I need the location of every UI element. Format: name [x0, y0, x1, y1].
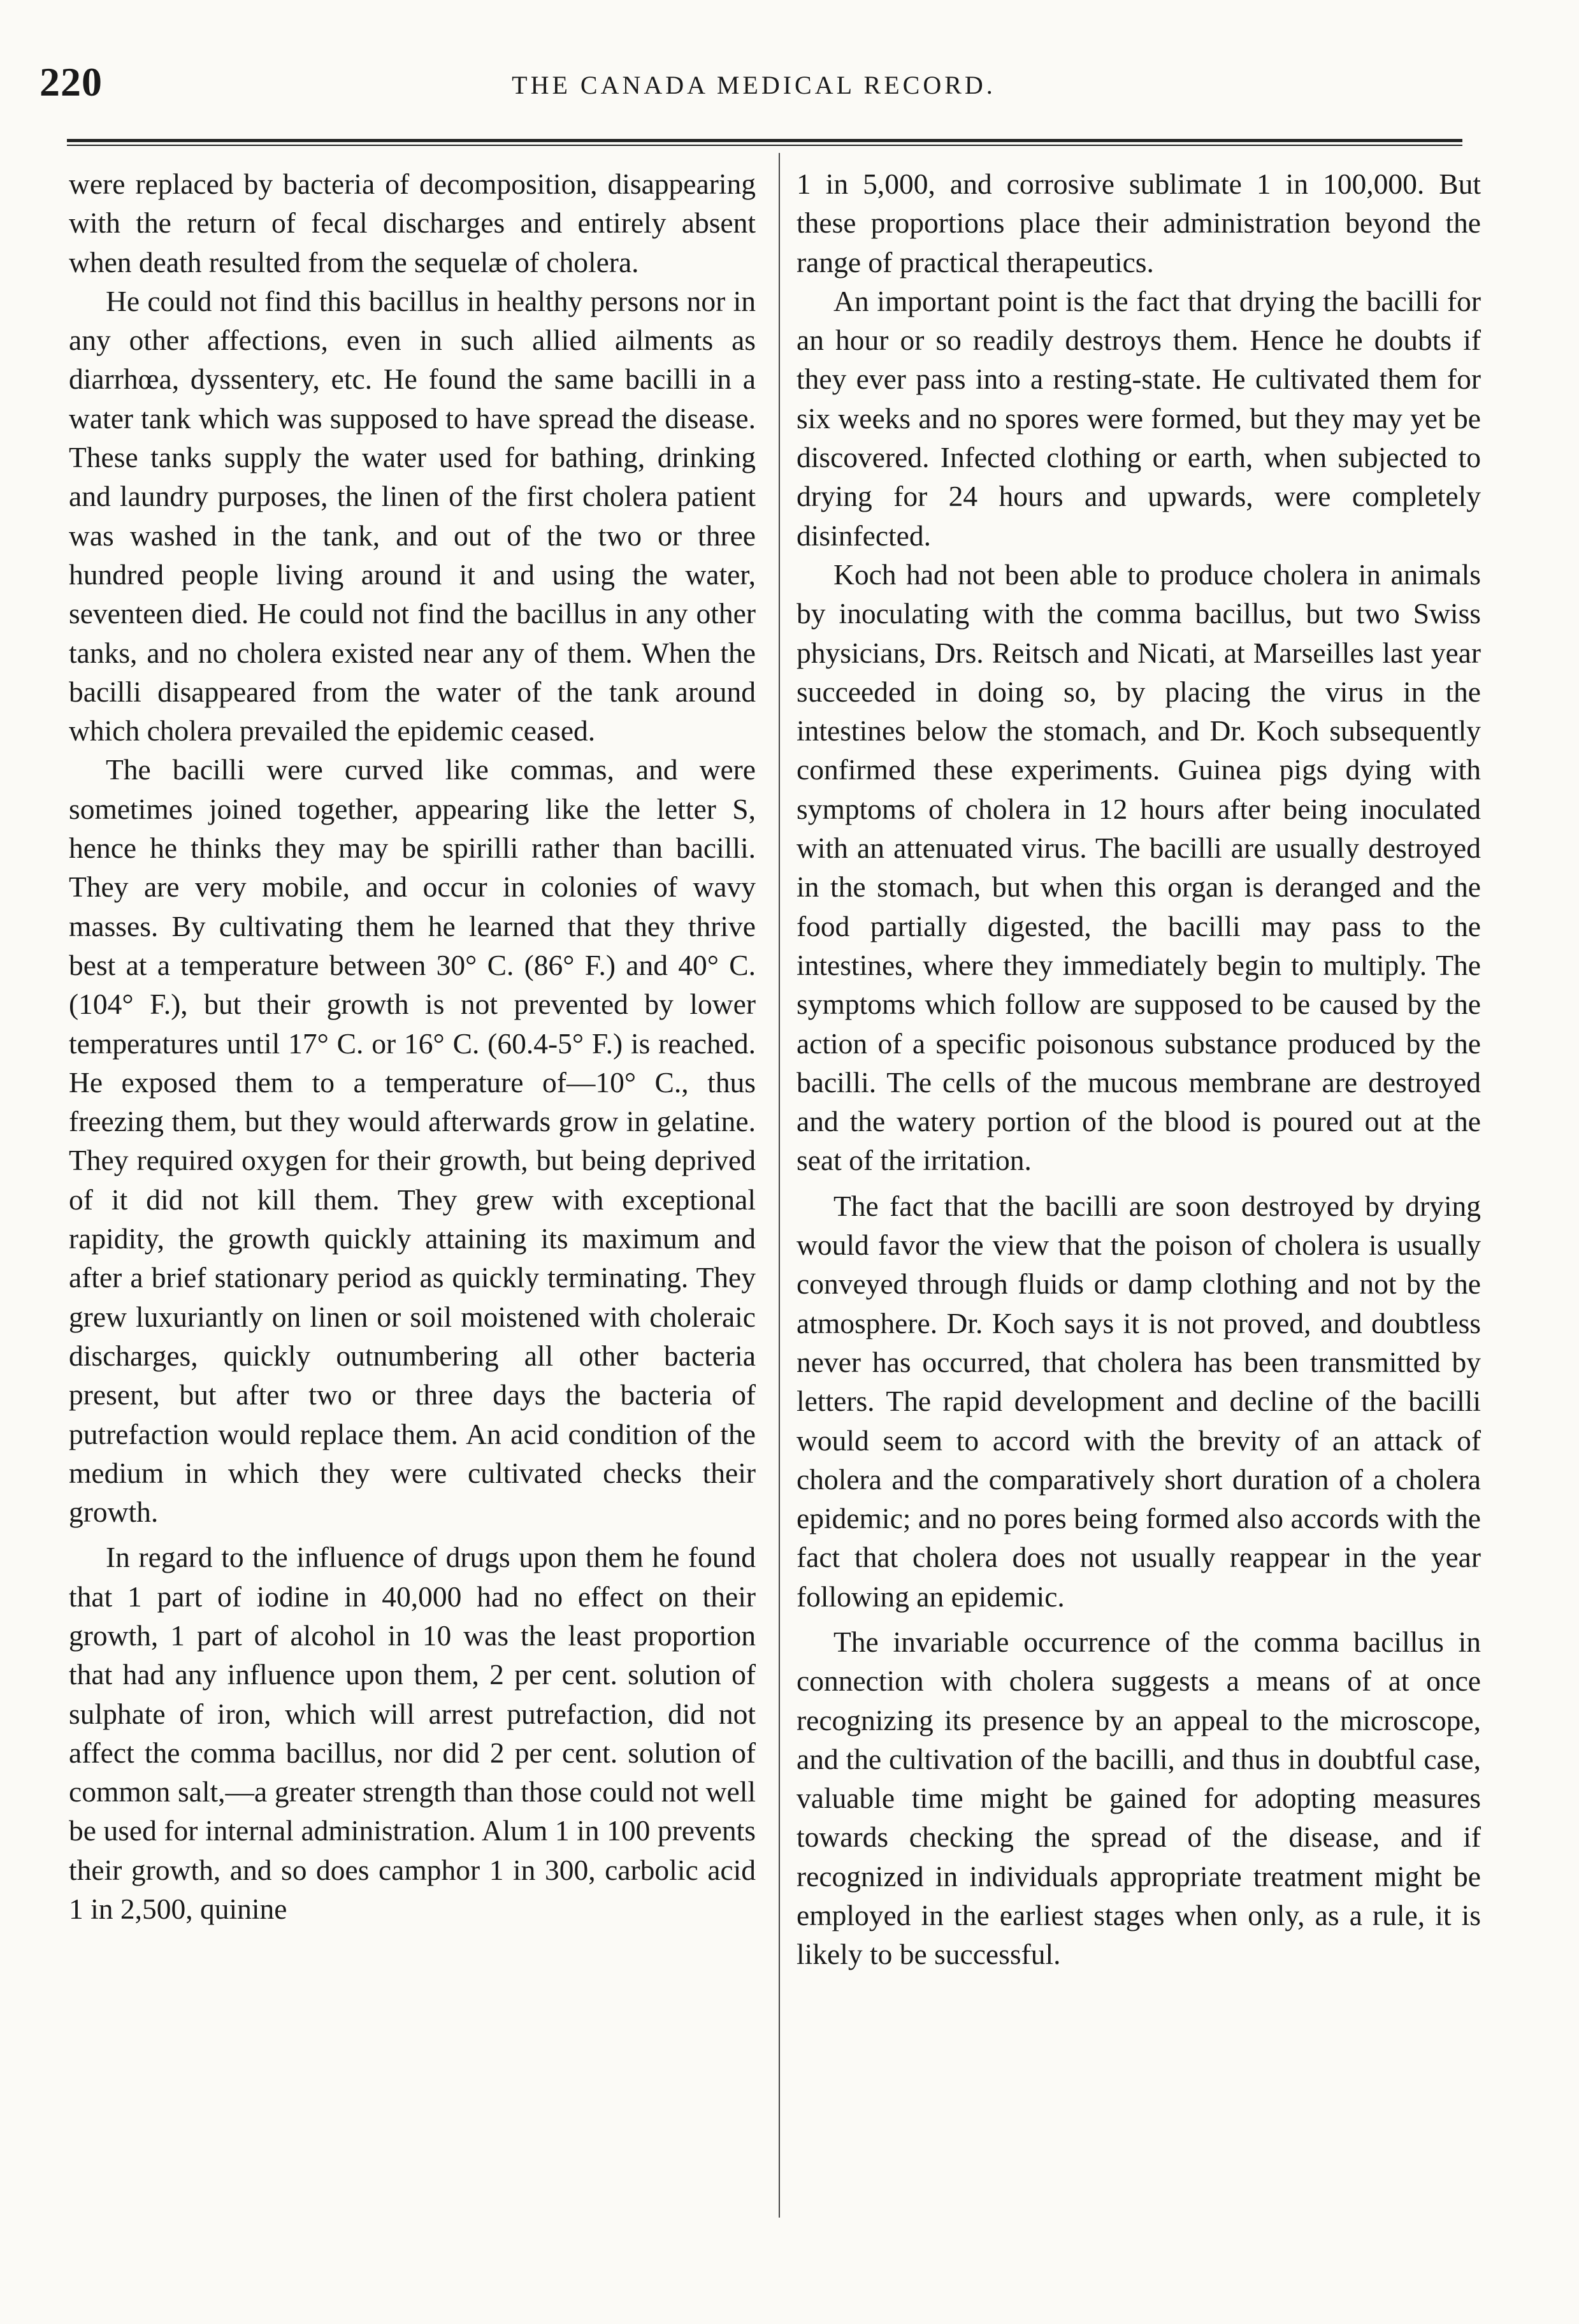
- paragraph: He could not find this bacillus in healthy persons nor in any other affections, even in such allied ailments as diarrhœa, dyssentery, etc. He found the same bacilli in a water tank which was supposed to have spread the disease. These tanks supply the water used for bathing, drinking and laundry purposes, the linen of the first cholera patient was washed in the tank, and out of the two or three hundred people living around it and using the water, seventeen died. He could not find the bacillus in any other tanks, and no cholera existed near any of them. When the bacilli disappeared from the water of the tank around which cholera prevailed the epidemic ceased.: [69, 284, 756, 747]
- paragraph: were replaced by bacteria of decomposition, disappearing with the return of fecal discharges and entirely absent when death resulted from the sequelæ of cholera.: [69, 168, 756, 278]
- running-title: THE CANADA MEDICAL RECORD.: [512, 71, 996, 99]
- left-column: [69, 164, 756, 1928]
- paragraph: In regard to the influence of drugs upon them he found that 1 part of iodine in 40,000 had no effect on their growth, 1 part of alcohol in 10 was the least proportion that had any influence upon them, 2 per cent. solution of sulphate of iron, which will arrest putrefaction, did not affect the comma bacillus, nor did 2 per cent. solution of common salt,—a greater strength than those could not well be used for internal administration. Alum 1 in 100 prevents their growth, and so does camphor 1 in 300, carbolic acid 1 in 2,500, quinine: [69, 1541, 756, 1926]
- paragraph: An important point is the fact that drying the bacilli for an hour or so readily destroys them. Hence he doubts if they ever pass into a resting-state. He cultivated them for six weeks and no spores were formed, but they may yet be discovered. Infected clothing or earth, when subjected to drying for 24 hours and upwards, were completely disinfected.: [797, 284, 1481, 552]
- paragraph: The bacilli were curved like commas, and were sometimes joined together, appearing like the letter S, hence he thinks they may be spirilli rather than bacilli. They are very mobile, and occur in colonies of wavy masses. By cultivating them he learned that they thrive best at a temperature between 30° C. (86° F.) and 40° C. (104° F.), but their growth is not prevented by lower temperatures until 17° C. or 16° C. (60.4-5° F.) is reached. He exposed them to a temperature of—10° C., thus freezing them, but they would afterwards grow in gelatine. They required oxygen for their growth, but being deprived of it did not kill them. They grew with exceptional rapidity, the growth quickly attaining its maximum and after a brief stationary period as quickly terminating. They grew luxuriantly on linen or soil moistened with choleraic discharges, quickly outnumbering all other bacteria present, but after two or three days the bacteria of putrefaction would replace them. An acid condition of the medium in which they were cultivated checks their growth.: [69, 753, 756, 1529]
- paragraph: Koch had not been able to produce cholera in animals by inoculating with the comma bacillus, but two Swiss physicians, Drs. Reitsch and Nicati, at Marseilles last year succeeded in doing so, by placing the virus in the intestines below the stomach, and Dr. Koch subsequently confirmed these experiments. Guinea pigs dying with symptoms of cholera in 12 hours after being inoculated with an attenuated virus. The bacilli are usually destroyed in the stomach, but when this organ is deranged and the food partially digested, the bacilli may pass to the intestines, where they immediately begin to multiply. The symptoms which follow are supposed to be caused by the action of a specific poisonous substance produced by the bacilli. The cells of the mucous membrane are destroyed and the watery portion of the blood is poured out at the seat of the irritation.: [797, 558, 1481, 1177]
- paragraph: 1 in 5,000, and corrosive sublimate 1 in 100,000. But these proportions place their administration beyond the range of practical therapeutics.: [797, 168, 1481, 278]
- header-rule: [67, 139, 1462, 146]
- paragraph: The invariable occurrence of the comma bacillus in connection with cholera suggests a means of at once recognizing its presence by an appeal to the microscope, and the cultivation of the bacilli, and thus in doubtful case, valuable time might be gained for adopting measures towards checking the spread of the disease, and if recognized in individuals appropriate treatment might be employed in the earliest stages when only, as a rule, it is likely to be successful.: [797, 1625, 1481, 1971]
- right-column: [797, 164, 1481, 1974]
- page-number: 220: [40, 59, 103, 105]
- column-divider: [779, 153, 780, 2218]
- page-header: [40, 59, 1468, 116]
- paragraph: The fact that the bacilli are soon destroyed by drying would favor the view that the poison of cholera is usually conveyed through fluids or damp clothing and not by the atmosphere. Dr. Koch says it is not proved, and doubtless never has occurred, that cholera has been transmitted by letters. The rapid development and decline of the bacilli would seem to accord with the brevity of an attack of cholera and the comparatively short duration of a cholera epidemic; and no pores being formed also accords with the fact that cholera does not usually reappear in the year following an epidemic.: [797, 1189, 1481, 1613]
